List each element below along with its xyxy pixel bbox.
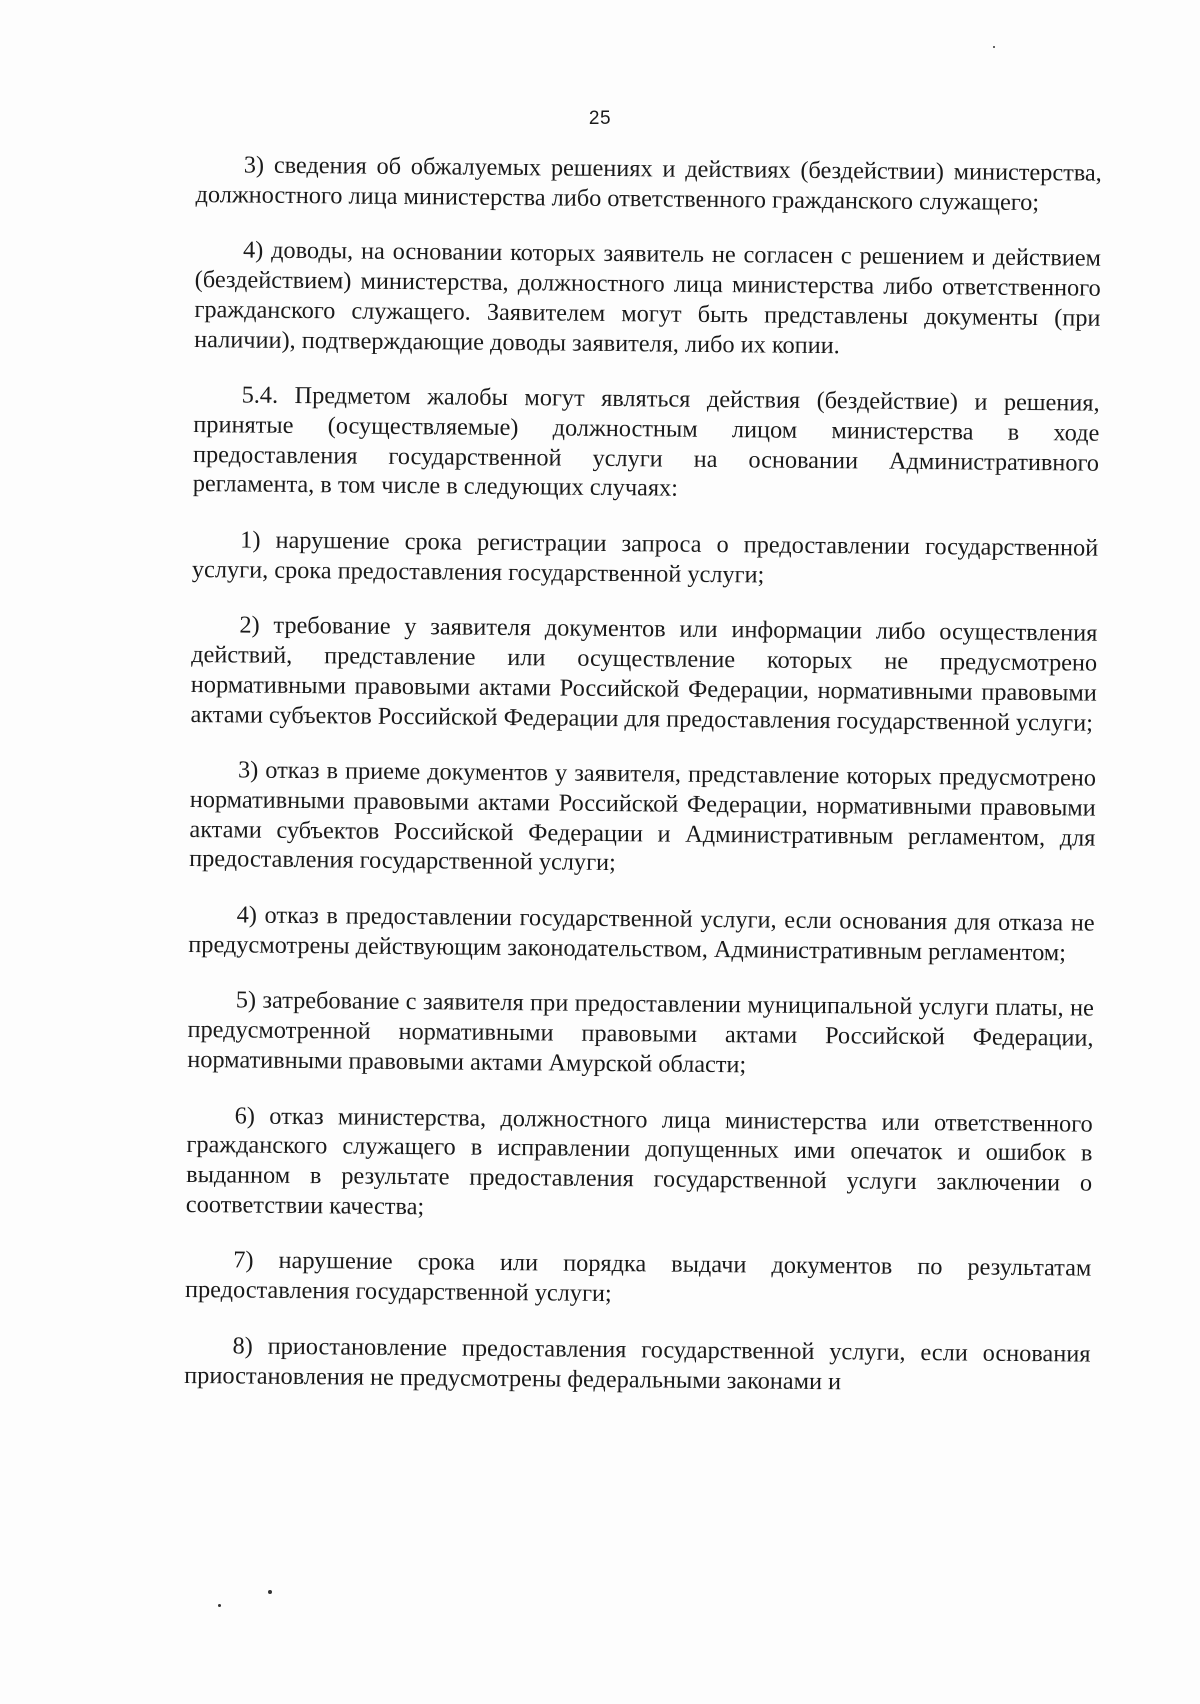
- list-item-8: 8) приостановление предоставления государственной услуги, если основания приостановления не предусмотрены федеральными законами и: [184, 1332, 1091, 1395]
- paragraph-5-4-subject: 5.4. Предметом жалобы могут являться действия (бездействие) и решения, принятые (осуществляемые) должностным лицом министерства в ходе предоставления государственной услуги на основании Административного регламента, в том числе в следующих случаях:: [192, 381, 1100, 502]
- list-item-1: 1) нарушение срока регистрации запроса о предоставлении государственной услуги, срока предоставления государственной услуги;: [191, 526, 1099, 589]
- list-item-3: 3) отказ в приеме документов у заявителя, представление которых предусмотрено нормативными правовыми актами Российской Федерации, нормативными правовыми актами субъектов Российской Федерации и Административным регламентом, для предоставления государственной услуги;: [189, 756, 1097, 877]
- list-item-4: 4) отказ в предоставлении государственной услуги, если основания для отказа не предусмотрены действующим законодательством, Административным регламентом;: [188, 901, 1095, 967]
- scan-speck: [993, 46, 995, 48]
- scan-speck: [218, 1604, 221, 1607]
- scan-speck: [268, 1590, 272, 1594]
- list-item-2: 2) требование у заявителя документов или информации либо осуществления действий, представление или осуществление которых не предусмотрено нормативными правовыми актами Российской Федерации, нормативными правовыми актами субъектов Российской Федерации для предоставления государственной услуги;: [190, 611, 1098, 737]
- list-item-7: 7) нарушение срока или порядка выдачи документов по результатам предоставления государственной услуги;: [184, 1246, 1092, 1308]
- list-item-5: 5) затребование с заявителя при предоставлении муниципальной услуги платы, не предусмотренной нормативными правовыми актами Российской Федерации, нормативными правовыми актами Амурской области;: [187, 986, 1094, 1079]
- paragraph-4-arguments: 4) доводы, на основании которых заявитель не согласен с решением и действием (бездействием) министерства, должностного лица министерства либо ответственного гражданского служащего. Заявителем могут быть представлены документы (при наличии), подтверждающие доводы заявителя, либо их копии.: [194, 236, 1102, 359]
- paragraph-3-appeal-details: 3) сведения об обжалуемых решениях и действиях (бездействии) министерства, должностного лица министерства либо ответственного гражданского служащего;: [195, 151, 1102, 216]
- document-body: [184, 150, 1102, 1423]
- page-number: 25: [588, 108, 612, 129]
- list-item-6: 6) отказ министерства, должностного лица министерства или ответственного гражданского служащего в исправлении допущенных ими опечаток и ошибок в выданном в результате предоставления государственной услуги заключении о соответствии качества;: [185, 1101, 1093, 1220]
